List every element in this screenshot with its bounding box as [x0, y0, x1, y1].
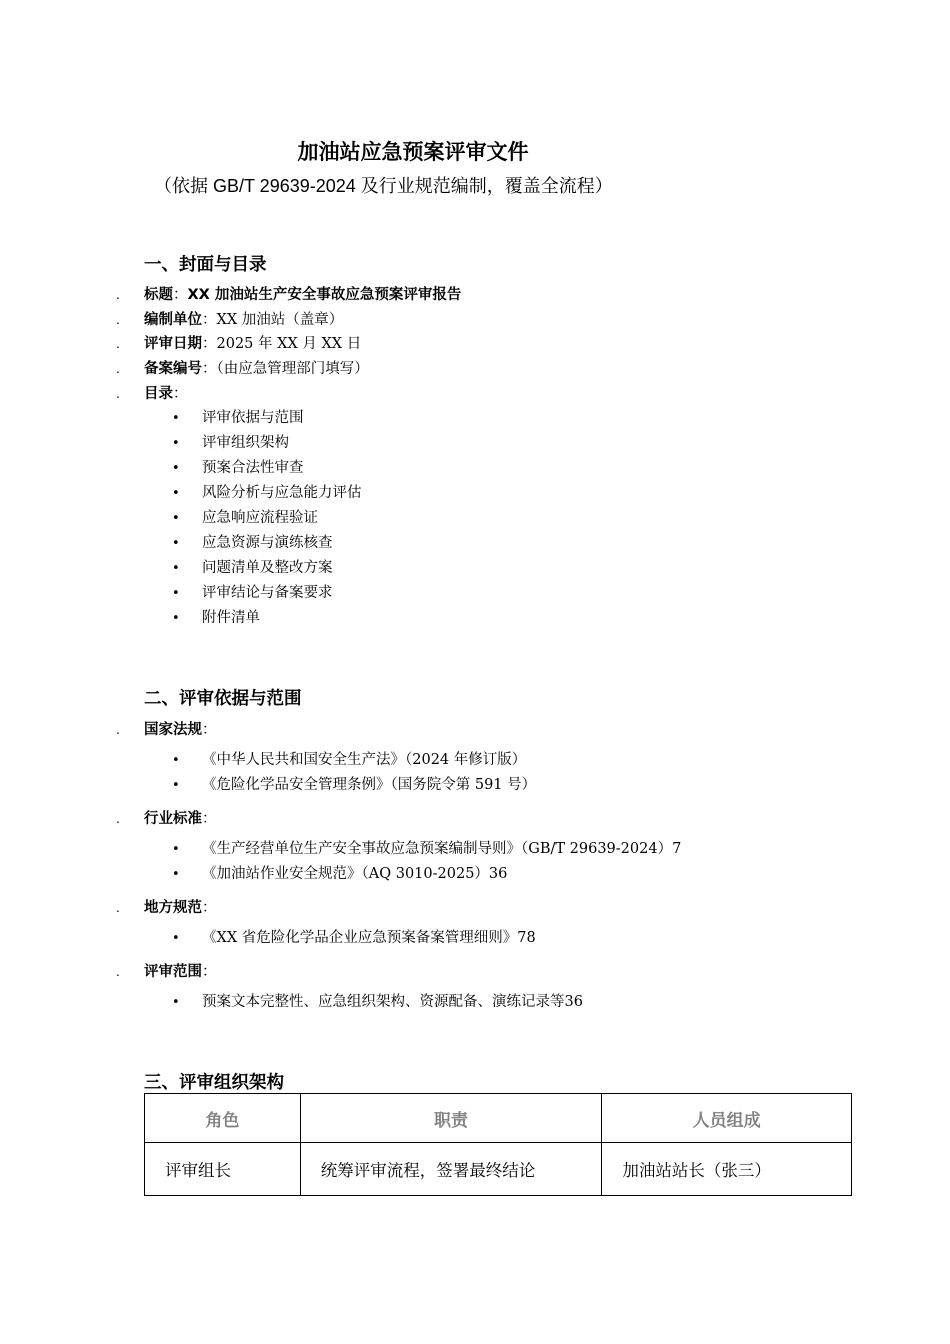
section-heading-cover: 一、封面与目录 [144, 255, 267, 275]
bullet: • [172, 461, 180, 476]
toc-item: • 风险分析与应急能力评估 [172, 483, 362, 504]
cover-item-title: . 标题：XX 加油站生产安全事故应急预案评审报告 [116, 287, 462, 303]
basis-item: • 《中华人民共和国安全生产法》（2024 年修订版） [172, 750, 526, 771]
bullet-dot: . [116, 337, 120, 351]
basis-item: • 《危险化学品安全管理条例》（国务院令第 591 号） [172, 775, 536, 796]
bullet-dot: . [116, 901, 120, 915]
bullet: • [172, 995, 180, 1010]
cover-item-toc: . 目录： [116, 386, 188, 402]
toc-item: • 评审组织架构 [172, 433, 289, 454]
basis-item: • 《XX 省危险化学品企业应急预案备案管理细则》78 [172, 928, 536, 949]
table-cell: 统筹评审流程，签署最终结论 [300, 1143, 602, 1196]
toc-item: • 应急响应流程验证 [172, 508, 318, 529]
cover-item-unit: . 编制单位：XX 加油站（盖章） [116, 312, 344, 328]
bullet: • [172, 842, 180, 857]
bullet: • [172, 536, 180, 551]
section-heading-org: 三、评审组织架构 [144, 1073, 284, 1093]
basis-item: • 《加油站作业安全规范》（AQ 3010-2025）36 [172, 864, 507, 885]
toc-item: • 附件清单 [172, 608, 260, 629]
basis-item: • 预案文本完整性、应急组织架构、资源配备、演练记录等36 [172, 992, 583, 1013]
toc-item: • 评审结论与备案要求 [172, 583, 333, 604]
cover-item-date: . 评审日期：2025 年 XX 月 XX 日 [116, 336, 362, 352]
table-header-row [145, 1094, 852, 1143]
bullet-dot: . [116, 965, 120, 979]
bullet-dot: . [116, 812, 120, 826]
bullet: • [172, 931, 180, 946]
cover-item-record-no: . 备案编号：（由应急管理部门填写） [116, 361, 369, 377]
bullet: • [172, 867, 180, 882]
bullet: • [172, 436, 180, 451]
toc-item: • 评审依据与范围 [172, 408, 304, 429]
bullet-dot: . [116, 387, 120, 401]
bullet-dot: . [116, 362, 120, 376]
table-row [145, 1143, 852, 1196]
basis-group-scope: . 评审范围： [116, 964, 217, 980]
bullet: • [172, 511, 180, 526]
basis-group-industry: . 行业标准： [116, 811, 217, 827]
table-cell: 评审组长 [145, 1143, 301, 1196]
bullet: • [172, 778, 180, 793]
bullet: • [172, 611, 180, 626]
toc-item: • 预案合法性审查 [172, 458, 304, 479]
column-header-members: 人员组成 [602, 1094, 852, 1143]
column-header-duty: 职责 [300, 1094, 602, 1143]
basis-group-national: . 国家法规： [116, 722, 217, 738]
org-table [144, 1093, 852, 1196]
document-subtitle: （依据 GB/T 29639-2024 及行业规范编制，覆盖全流程） [154, 176, 613, 196]
bullet-dot: . [116, 313, 120, 327]
toc-item: • 应急资源与演练核查 [172, 533, 333, 554]
toc-item: • 问题清单及整改方案 [172, 558, 333, 579]
bullet: • [172, 561, 180, 576]
bullet: • [172, 586, 180, 601]
column-header-role: 角色 [145, 1094, 301, 1143]
table-cell: 加油站站长（张三） [602, 1143, 852, 1196]
section-heading-basis: 二、评审依据与范围 [144, 689, 302, 709]
bullet: • [172, 753, 180, 768]
document-title: 加油站应急预案评审文件 [297, 140, 529, 164]
bullet: • [172, 411, 180, 426]
basis-group-local: . 地方规范： [116, 900, 217, 916]
bullet: • [172, 486, 180, 501]
bullet-dot: . [116, 288, 120, 302]
basis-item: • 《生产经营单位生产安全事故应急预案编制导则》（GB/T 29639-2024）7 [172, 839, 681, 860]
bullet-dot: . [116, 723, 120, 737]
